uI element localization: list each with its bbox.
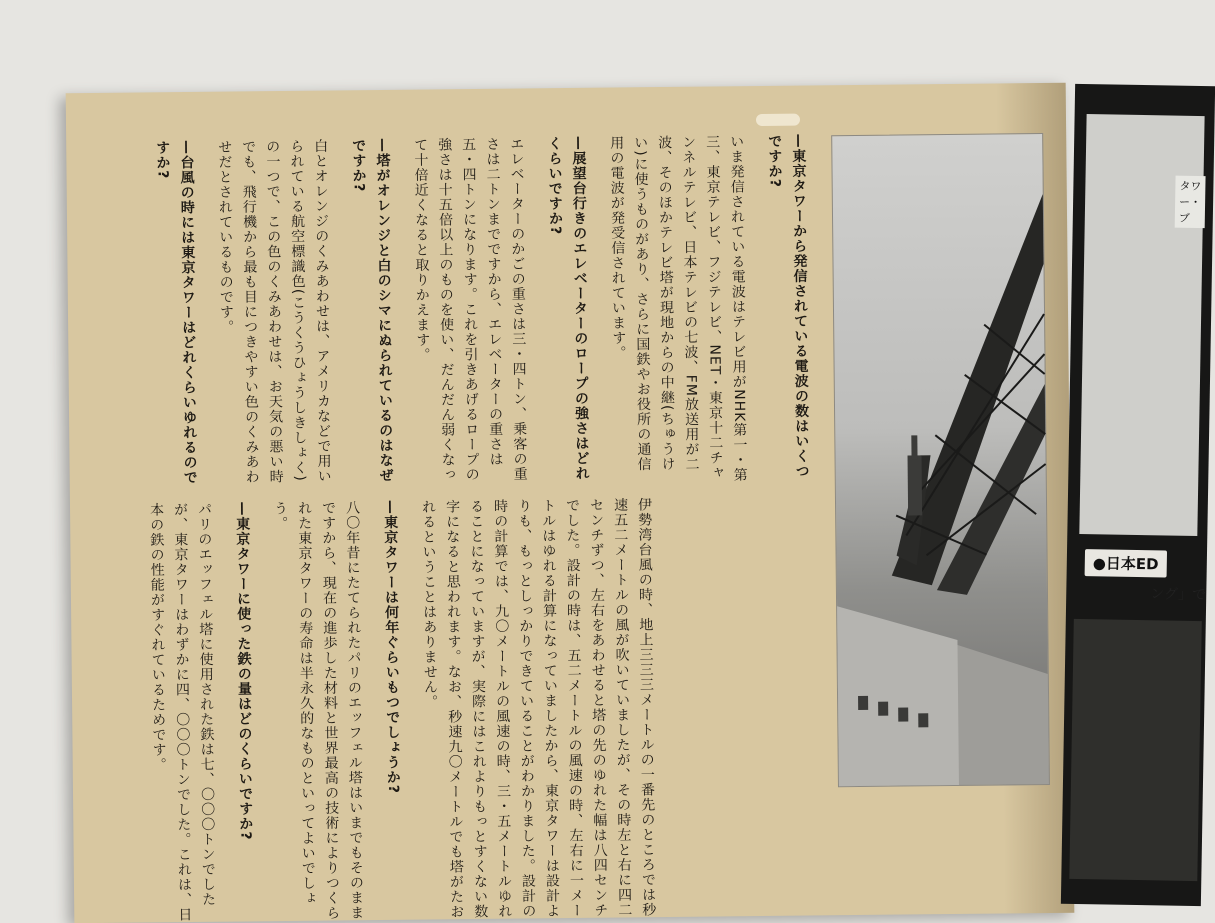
heading-colors: —塔がオレンジと白のシマにぬられているのはなぜですか? [350, 137, 394, 484]
heading-steel: —東京タワーに使った鉄の量はどのくらいですか? [233, 501, 254, 841]
facing-page-lower-photo [1069, 619, 1202, 881]
paragraph-broadcast: いま発信されている電波はテレビ用がNHK第一・第三、東京テレビ、フジテレビ、NET・東京十二チャンネルテレビ、日本テレビの七波、FM放送用が二波、そのほかテレビ塔が現地からの中継(ちゅうけい)に使うものがあり、さらに国鉄やお役所の通信用の電波が発受信されています。 [608, 134, 748, 483]
heading-elevator: —展望台行きのエレベーターのロープの強さはどれくらいですか? [546, 135, 590, 481]
heading-lifespan: —東京タワーは何年ぐらいもつでしょうか? [381, 499, 402, 795]
tokyo-tower-photo [831, 133, 1050, 787]
paragraph-colors: 白とオレンジのくみあわせは、アメリカなどで用いられている航空標識色(こうくうひょうしきしょく)の一つで、この色のくみあわせは、お天気の悪い時でも、飛行機から最も目につきやすい色のくみあわせだとされているものです。 [216, 138, 332, 485]
article-lower-column [130, 497, 674, 923]
tower-illustration [832, 134, 1049, 786]
article-upper-column [136, 133, 828, 490]
tower-sign: タワー・ブ [1175, 176, 1206, 229]
paragraph-elevator: エレベーターのかごの重さは三・四トン、乗客の重さは二トンまでですから、エレベーターの重さは五・四トンになります。これを引きあげるロープの強さは十五倍以上のものを使い、だんだん弱くなって十倍近くなると取りかえます。 [412, 136, 528, 483]
facing-page-subcaption: ング」で [1150, 586, 1207, 604]
heading-broadcast: —東京タワーから発信されている電波の数はいくつですか? [766, 133, 810, 479]
paragraph-lifespan: 八〇年昔にたてられたパリのエッフェル塔はいまでもそのままですから、現在の進歩した材料と世界最高の技術によりつくられた東京タワーの寿命は半永久的なものといってよいでしょう。 [271, 500, 365, 921]
paragraph-steel: パリのエッフェル塔に使用された鉄は七、〇〇〇トンでしたが、東京タワーはわずかに四、〇〇〇トンでした。これは、日本の鉄の性能がすぐれているためです。 [147, 501, 217, 923]
facing-page-caption: ●日本ED [1085, 549, 1167, 577]
magazine-page [66, 83, 1075, 923]
facing-page [1061, 84, 1215, 906]
facing-page-photo [1079, 114, 1204, 536]
heading-typhoon: —台風の時には東京タワーはどれくらいゆれるのですか? [154, 139, 198, 486]
paper-stain [756, 114, 800, 126]
paragraph-typhoon: 伊勢湾台風の時、地上三三三メートルの一番先のところでは秒速五二メートルの風が吹いていましたが、その時左と右に四二センチずつ、左右をあわせると塔の先のゆれた幅は八四センチでした。設計の時は、五二メートルの風速の時、左右に一メートルはゆれる計算になっていましたから、東京タワーは設計よりも、もっとしっかりできていることがわかりました。設計の時の計算では、九〇メートルの風速の時、三・五メートルゆれることになっていますが、実際にはこれよりもっとすくない数字になると思われます。なお、秒速九〇メートルでも塔がたおれるということはありません。 [419, 497, 657, 920]
